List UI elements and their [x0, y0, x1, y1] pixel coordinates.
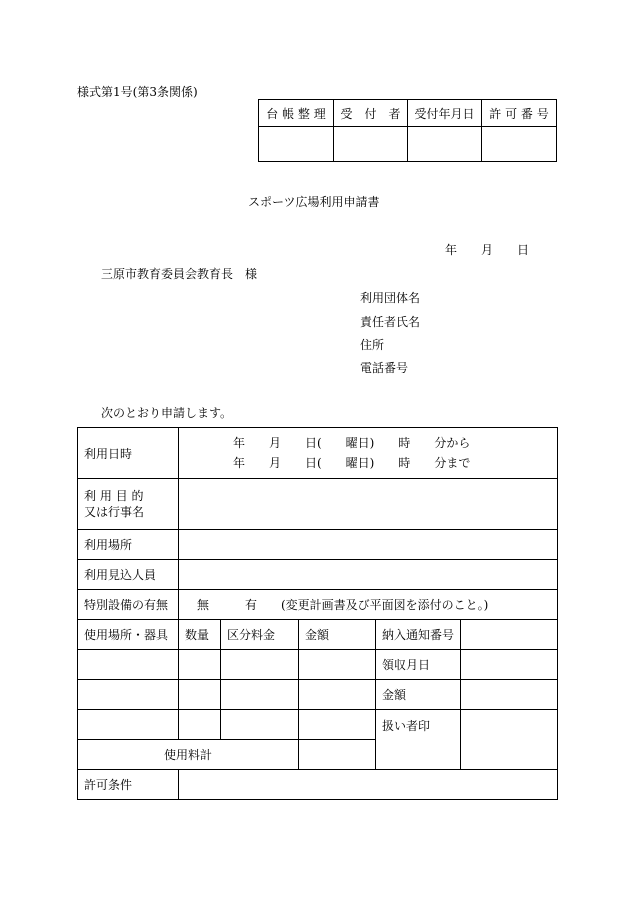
purpose-value[interactable] [179, 479, 558, 530]
receipt-date-value[interactable] [461, 650, 558, 680]
col-quantity: 数量 [179, 620, 221, 650]
datetime-value[interactable] [179, 428, 558, 479]
header-permit-number: 許 可 番 号 [482, 100, 557, 127]
row-place-equipment[interactable] [78, 710, 179, 740]
row-quantity[interactable] [179, 650, 221, 680]
people-value[interactable] [179, 560, 558, 590]
row-quantity[interactable] [179, 710, 221, 740]
receipt-date-cell[interactable] [408, 127, 482, 162]
notice-number-label: 納入通知番号 [376, 620, 461, 650]
phone-label: 電話番号 [360, 361, 409, 375]
notice-number-value[interactable] [461, 620, 558, 650]
fee-total-value[interactable] [299, 740, 376, 770]
row-amount[interactable] [299, 710, 376, 740]
equipment-value[interactable]: 無 有 (変更計画書及び平面図を添付のこと。) [179, 590, 558, 620]
place-label: 利用場所 [78, 530, 179, 560]
person-name-label: 責任者氏名 [360, 315, 421, 329]
row-fee-class[interactable] [221, 710, 299, 740]
row-amount[interactable] [299, 680, 376, 710]
col-amount: 金額 [299, 620, 376, 650]
row-amount[interactable] [299, 650, 376, 680]
application-date: 年 月 日 [445, 243, 530, 257]
receipt-amount-label: 金額 [376, 680, 461, 710]
people-label: 利用見込人員 [78, 560, 179, 590]
row-place-equipment[interactable] [78, 680, 179, 710]
purpose-label-line2: 又は行事名 [84, 505, 145, 519]
datetime-label: 利用日時 [78, 428, 179, 479]
intro-text: 次のとおり申請します。 [101, 406, 233, 420]
fee-total-label: 使用料計 [78, 740, 299, 770]
document-title: スポーツ広場利用申請書 [248, 195, 380, 209]
conditions-label: 許可条件 [78, 770, 179, 800]
purpose-label-line1: 利 用 目 的 [84, 489, 144, 503]
row-place-equipment[interactable] [78, 650, 179, 680]
col-place-equipment: 使用場所・器具 [78, 620, 179, 650]
org-name-label: 利用団体名 [360, 291, 421, 305]
header-receiver: 受 付 者 [334, 100, 408, 127]
conditions-value[interactable] [179, 770, 558, 800]
datetime-from: 年 月 日( 曜日) 時 分から [233, 436, 471, 450]
equipment-label: 特別設備の有無 [78, 590, 179, 620]
row-fee-class[interactable] [221, 680, 299, 710]
receiver-cell[interactable] [334, 127, 408, 162]
permit-number-cell[interactable] [482, 127, 557, 162]
receipt-amount-value[interactable] [461, 680, 558, 710]
handler-seal-label: 扱い者印 [376, 710, 461, 770]
form-number: 様式第1号(第3条関係) [77, 85, 198, 99]
place-value[interactable] [179, 530, 558, 560]
header-receipt-date: 受付年月日 [408, 100, 482, 127]
office-use-table [258, 99, 557, 162]
row-quantity[interactable] [179, 680, 221, 710]
purpose-label [78, 479, 179, 530]
address-label: 住所 [360, 338, 385, 352]
header-ledger: 台 帳 整 理 [259, 100, 334, 127]
recipient: 三原市教育委員会教育長 様 [101, 267, 258, 281]
receipt-date-label: 領収月日 [376, 650, 461, 680]
datetime-to: 年 月 日( 曜日) 時 分まで [233, 456, 471, 470]
handler-seal-value[interactable] [461, 710, 558, 770]
row-fee-class[interactable] [221, 650, 299, 680]
col-fee-class: 区分料金 [221, 620, 299, 650]
application-table [77, 427, 558, 800]
ledger-cell[interactable] [259, 127, 334, 162]
